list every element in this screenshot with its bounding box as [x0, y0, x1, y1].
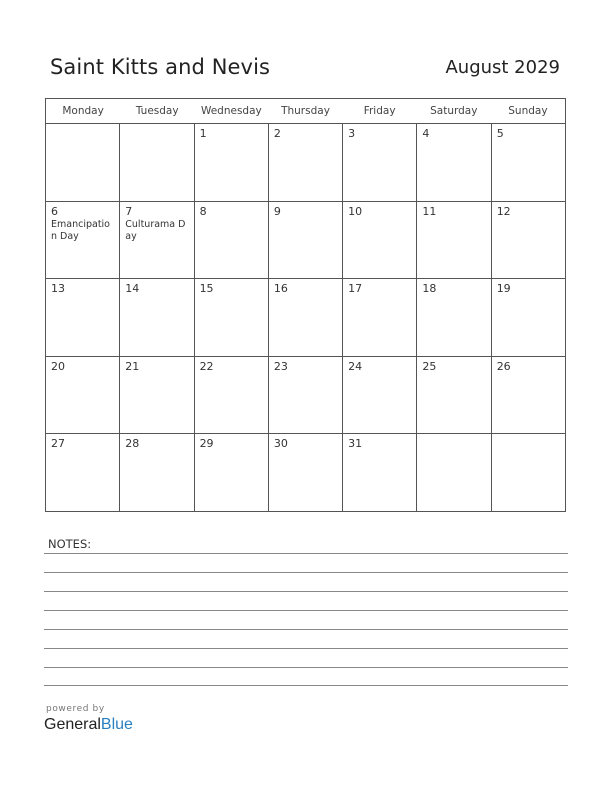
day-cell	[120, 124, 194, 201]
day-cell	[343, 202, 417, 279]
day-number: 5	[496, 127, 504, 140]
day-number: 9	[273, 204, 281, 218]
day-cell	[417, 279, 491, 356]
weekday-label: Thursday	[281, 105, 330, 117]
notes-line	[44, 629, 568, 630]
day-number: 18	[422, 282, 437, 295]
day-cell	[269, 124, 343, 201]
brand-general: General	[44, 716, 101, 733]
day-number: 1	[199, 127, 207, 140]
day-number: 26	[496, 359, 511, 373]
notes-label: NOTES:	[48, 537, 92, 551]
day-cell	[120, 357, 194, 434]
day-cell	[492, 434, 565, 512]
day-cell	[120, 202, 194, 279]
day-cell	[417, 124, 491, 201]
day-number: 21	[125, 359, 140, 373]
day-number: 23	[273, 359, 288, 373]
day-cell	[120, 434, 194, 512]
day-cell	[492, 124, 565, 201]
day-cell	[46, 434, 120, 512]
notes-line	[44, 591, 568, 592]
day-cell	[46, 357, 120, 434]
notes-line	[44, 610, 568, 611]
day-number: 2	[273, 127, 281, 140]
holiday-label: Emancipation Day	[51, 218, 110, 242]
holiday-label: Culturama Day	[125, 218, 186, 242]
day-number: 29	[199, 437, 214, 450]
weeks-container	[46, 124, 565, 512]
brand-blue: Blue	[100, 716, 133, 733]
day-number	[497, 437, 560, 451]
day-number: 25	[422, 359, 437, 373]
brand-logo	[44, 716, 133, 734]
day-number: 6	[51, 204, 58, 218]
day-cell	[343, 357, 417, 434]
week-row	[46, 124, 565, 202]
weekday-label: Tuesday	[135, 105, 179, 117]
day-number: 12	[496, 204, 511, 218]
day-cell	[46, 124, 120, 201]
day-cell	[269, 202, 343, 279]
notes-line	[44, 553, 568, 554]
weekday-label: Saturday	[430, 105, 478, 117]
day-number: 15	[199, 282, 214, 295]
day-cell	[195, 434, 269, 512]
day-cell	[46, 279, 120, 356]
month-title: August 2029	[445, 57, 560, 78]
day-number: 10	[348, 204, 363, 218]
day-cell	[492, 202, 565, 279]
day-cell	[492, 279, 565, 356]
day-cell	[269, 279, 343, 356]
powered-by-text: powered by	[46, 704, 105, 714]
day-number: 14	[125, 282, 140, 295]
week-row	[46, 279, 565, 357]
week-row	[46, 357, 565, 435]
day-number: 30	[273, 437, 288, 450]
weekday-label: Sunday	[508, 105, 548, 117]
day-number: 28	[125, 437, 140, 450]
day-cell	[492, 357, 565, 434]
day-cell	[343, 434, 417, 512]
day-cell	[417, 434, 491, 512]
day-cell	[417, 357, 491, 434]
day-cell	[343, 124, 417, 201]
day-number: 17	[348, 282, 363, 295]
day-number	[125, 127, 188, 141]
day-number: 11	[422, 204, 437, 218]
day-number: 16	[273, 282, 288, 295]
day-cell	[195, 124, 269, 201]
day-number: 3	[348, 127, 356, 140]
day-cell	[343, 279, 417, 356]
day-cell	[269, 434, 343, 512]
day-number: 8	[199, 204, 207, 218]
day-number: 31	[348, 437, 363, 450]
notes-line	[44, 572, 568, 573]
day-cell	[195, 357, 269, 434]
day-number: 22	[199, 359, 214, 373]
day-number: 20	[51, 359, 65, 373]
day-number: 19	[496, 282, 511, 295]
day-cell	[120, 279, 194, 356]
day-cell	[195, 279, 269, 356]
day-cell	[195, 202, 269, 279]
day-cell	[269, 357, 343, 434]
day-number: 24	[348, 359, 363, 373]
weekday-label: Wednesday	[200, 105, 262, 117]
notes-line	[44, 667, 568, 668]
weekday-label: Monday	[62, 105, 104, 117]
day-number	[51, 127, 114, 141]
week-row	[46, 434, 565, 512]
day-number: 4	[422, 127, 430, 140]
day-number: 7	[125, 204, 133, 218]
day-cell	[417, 202, 491, 279]
weekday-header-row	[46, 99, 565, 124]
week-row	[46, 202, 565, 280]
day-number: 13	[51, 282, 65, 295]
calendar-grid	[45, 98, 566, 512]
day-cell	[46, 202, 120, 279]
weekday-label: Friday	[363, 105, 396, 117]
notes-line	[44, 685, 568, 686]
day-number	[422, 437, 485, 451]
notes-line	[44, 648, 568, 649]
day-number: 27	[51, 437, 65, 450]
country-title: Saint Kitts and Nevis	[50, 55, 271, 79]
